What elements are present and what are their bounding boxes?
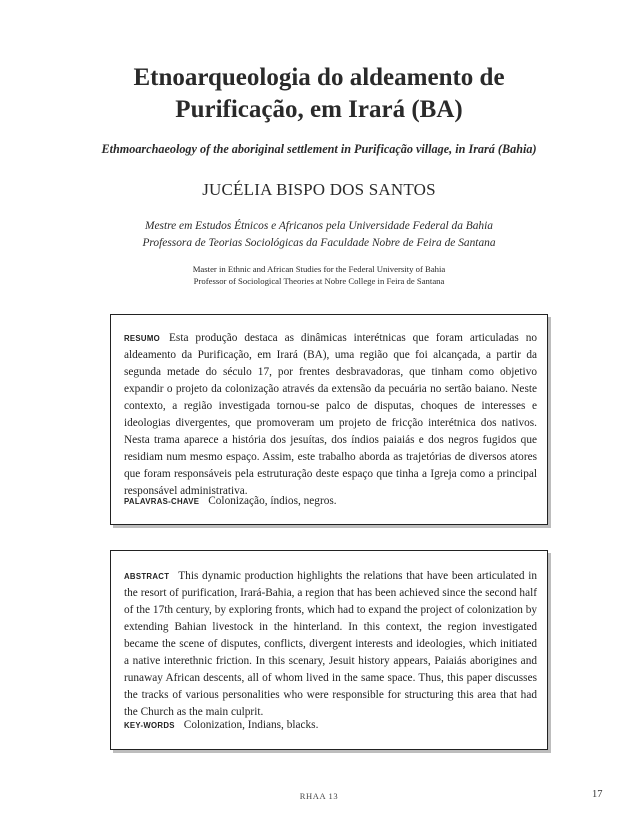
title-line-1: Etnoarqueologia do aldeamento de [133, 64, 505, 91]
key-words-line [124, 719, 318, 731]
journal-footer: RHAA 13 [299, 791, 339, 801]
key-words-text: Colonization, Indians, blacks. [183, 719, 319, 731]
affiliation-pt-1: Mestre em Estudos Étnicos e Africanos pela Universidade Federal da Bahia [145, 220, 493, 232]
palavras-chave-line [124, 495, 337, 507]
title-line-2: Purificação, em Irará (BA) [175, 96, 463, 123]
palavras-chave-label: PALAVRAS-CHAVE [124, 497, 200, 506]
resumo-label: RESUMO [124, 334, 161, 343]
page-number: 17 [592, 789, 603, 800]
resumo-paragraph [124, 330, 537, 500]
key-words-label: KEY-WORDS [124, 721, 175, 730]
resumo-box [110, 314, 548, 525]
author-name: JUCÉLIA BISPO DOS SANTOS [202, 180, 436, 199]
english-subtitle: Ethmoarchaeology of the aboriginal settlement in Purificação village, in Irará (Bahia) [101, 142, 537, 156]
affiliation-en-2: Professor of Sociological Theories at Nobre College in Feira de Santana [193, 276, 445, 286]
abstract-paragraph [124, 568, 537, 721]
palavras-chave-text: Colonização, índios, negros. [208, 495, 337, 507]
abstract-text: This dynamic production highlights the relations that have been articulated in the resort of purification, Irará-Bahia, a region that has been achieved since the second half of the 17th century, by exploring fronts, which had to expand the project of colonization by extending Bahian livestock in the hinterland. In this context, the region investigated became the scene of disputes, conflicts, divergent interests and ideologies, which initiated a native interethnic friction. In this scenary, Jesuit history appears, Paiaiás aborigines and runaway African descents, all of whom lived in the same space. Thus, this paper discusses the tracks of various personalities who were responsible for structuring this area that had the Church as the main culprit. [124, 570, 537, 718]
affiliation-pt-2: Professora de Teorias Sociológicas da Faculdade Nobre de Feira de Santana [142, 237, 496, 249]
resumo-text: Esta produção destaca as dinâmicas interétnicas que foram articuladas no aldeamento da Purificação, em Irará (BA), uma região que foi alcançada, a partir da segunda metade do século 17, por frentes desbravadoras, que tinham como objetivo expandir o projeto da colonização através da extensão da pecuária no sertão baiano. Neste contexto, a região investigada tornou-se palco de disputas, choques de interesses e ideologias divergentes, que promoveram um projeto de fricção interétnica dos nativos. Nesta trama aparece a história dos jesuítas, dos índios paiaiás e dos negros fugidos que residiam num mesmo espaço. Assim, este trabalho aborda as trajetórias de diversos atores que foram responsáveis pela estruturação deste espaço que tinha a Igreja como a principal responsável administrativa. [124, 332, 537, 497]
article-title [0, 62, 638, 126]
affiliation-en-1: Master in Ethnic and African Studies for the Federal University of Bahia [192, 264, 446, 274]
abstract-box [110, 550, 548, 750]
abstract-label: ABSTRACT [124, 572, 170, 581]
